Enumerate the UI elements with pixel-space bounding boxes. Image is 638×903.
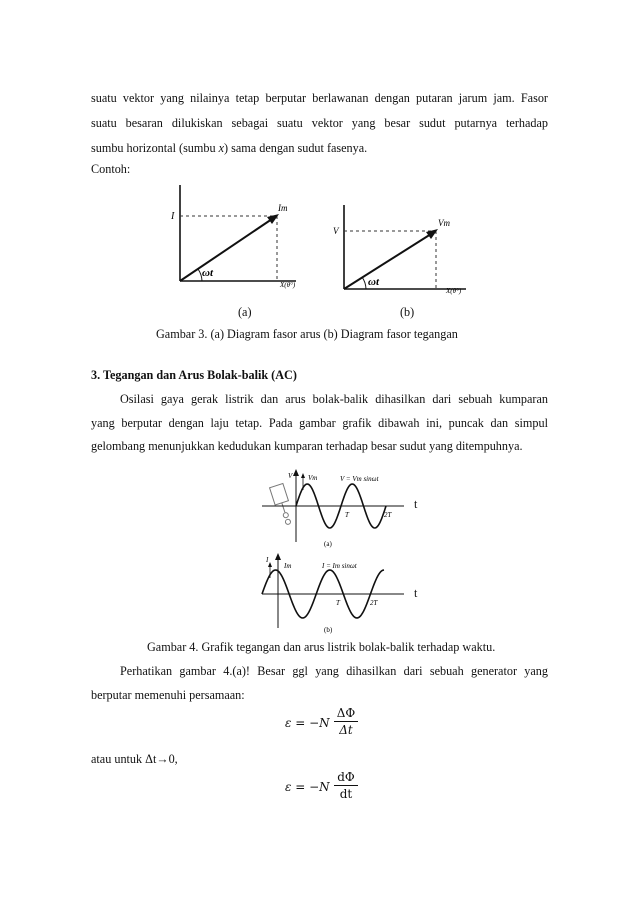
- y-axis-label: V: [333, 226, 339, 236]
- limit-text: atau untuk Δt→0,: [91, 752, 178, 766]
- ac-current-graph: [258, 552, 408, 634]
- time-axis-label: t: [414, 497, 418, 511]
- figure-3-caption: Gambar 3. (a) Diagram fasor arus (b) Diagram fasor tegangan: [156, 327, 458, 341]
- equation-label: I = Im sinωt: [322, 562, 357, 570]
- angle-label: ωt: [202, 267, 214, 279]
- peak-label: Im: [284, 562, 292, 570]
- paragraph-line: gelombang menunjukkan kedudukan kumparan terhadap besar sudut yang ditempuhnya.: [91, 439, 523, 453]
- ac-voltage-graph: [258, 468, 408, 548]
- figure-caption-b: (b): [400, 305, 415, 319]
- contoh-label: Contoh:: [91, 162, 131, 176]
- angle-label: ωt: [368, 276, 380, 288]
- period-label: T: [336, 599, 340, 607]
- y-axis-label: V: [288, 472, 293, 480]
- y-axis-label: I: [171, 211, 175, 222]
- figure-caption-a: (a): [238, 305, 252, 319]
- equation-1-lhs: ε = −N: [285, 716, 330, 730]
- paragraph-line: yang berputar dengan laju tetap. Pada gambar grafik dibawah ini, puncak dan simpul: [91, 416, 548, 430]
- x-axis-label: X(θ°): [446, 287, 462, 295]
- section-heading: 3. Tegangan dan Arus Bolak-balik (AC): [91, 368, 297, 382]
- phasor-tip-label: Vm: [438, 218, 450, 228]
- phasor-diagram-voltage: [330, 203, 470, 295]
- period-2-label: 2T: [384, 511, 392, 519]
- period-2-label: 2T: [370, 599, 378, 607]
- graph-caption: (a): [324, 540, 332, 548]
- phasor-diagram-current: [168, 183, 308, 291]
- period-label: T: [345, 511, 349, 519]
- graph-caption: (b): [324, 626, 333, 634]
- equation-2-fraction: $\frac{d\Phi}{dt}$: [334, 770, 358, 801]
- paragraph-line: sumbu horizontal (sumbu x) sama dengan sudut fasenya.: [91, 141, 368, 155]
- peak-label: Vm: [308, 474, 318, 482]
- paragraph-line: suatu vektor yang nilainya tetap berputar berlawanan dengan putaran jarum jam. Fasor: [91, 91, 548, 105]
- equation-1-fraction: $\frac{\Delta\Phi}{\Delta t}$: [334, 706, 358, 737]
- equation-2-lhs: ε = −N: [285, 780, 330, 794]
- time-axis-label: t: [414, 586, 418, 600]
- phasor-tip-label: Im: [278, 203, 288, 213]
- paragraph-line: Perhatikan gambar 4.(a)! Besar ggl yang dihasilkan dari sebuah generator yang: [120, 664, 548, 678]
- paragraph-line: berputar memenuhi persamaan:: [91, 688, 245, 702]
- figure-4-caption: Gambar 4. Grafik tegangan dan arus listrik bolak-balik terhadap waktu.: [147, 640, 496, 654]
- equation-label: V = Vm sinωt: [340, 475, 379, 483]
- paragraph-line: suatu besaran dilukiskan sebagai suatu vektor yang besar sudut putarnya terhadap: [91, 116, 548, 130]
- x-axis-label: X(θ°): [280, 281, 296, 289]
- y-axis-label: I: [266, 556, 269, 564]
- paragraph-line: Osilasi gaya gerak listrik dan arus bolak-balik dihasilkan dari sebuah kumparan: [120, 392, 548, 406]
